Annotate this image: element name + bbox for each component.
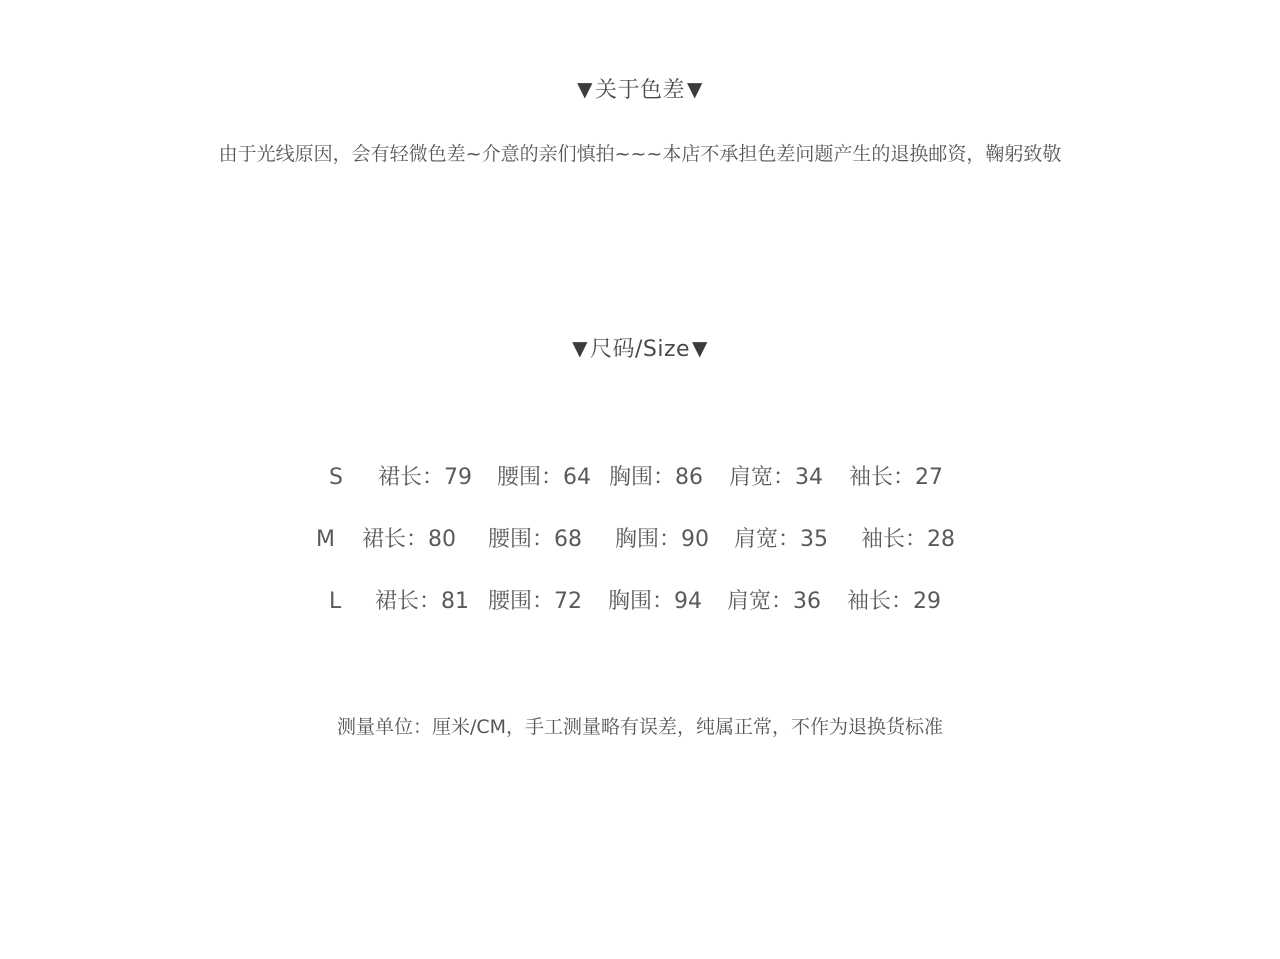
- size-label: L: [329, 589, 342, 614]
- down-triangle-icon: ▼: [692, 336, 708, 360]
- size-row-s: [0, 461, 1280, 495]
- bust: 胸围：90: [615, 527, 709, 552]
- size-title: 尺码/Size: [589, 337, 691, 362]
- waist: 腰围：64: [497, 465, 591, 490]
- bust: 胸围：86: [609, 465, 703, 490]
- skirt-length: 裙长：79: [378, 465, 472, 490]
- shoulder-width: 肩宽：35: [734, 527, 828, 552]
- skirt-length: 裙长：80: [362, 527, 456, 552]
- down-triangle-icon: ▼: [687, 77, 703, 101]
- size-row-m: [0, 523, 1280, 557]
- skirt-length: 裙长：81: [375, 589, 469, 614]
- sleeve-length: 袖长：29: [847, 589, 941, 614]
- bust: 胸围：94: [608, 589, 702, 614]
- down-triangle-icon: ▼: [577, 77, 593, 101]
- size-heading: [0, 333, 1280, 365]
- color-difference-title: 关于色差: [594, 78, 685, 103]
- size-label: M: [316, 527, 335, 552]
- shoulder-width: 肩宽：34: [729, 465, 823, 490]
- waist: 腰围：68: [488, 527, 582, 552]
- size-label: S: [329, 465, 343, 490]
- color-difference-notice: 由于光线原因，会有轻微色差~介意的亲们慎拍~~~本店不承担色差问题产生的退换邮资，鞠躬致敬: [218, 143, 1062, 165]
- sleeve-length: 袖长：28: [861, 527, 955, 552]
- waist: 腰围：72: [488, 589, 582, 614]
- color-difference-heading: [0, 74, 1280, 106]
- shoulder-width: 肩宽：36: [727, 589, 821, 614]
- measurement-note: 测量单位：厘米/CM，手工测量略有误差，纯属正常，不作为退换货标准: [336, 716, 944, 738]
- sleeve-length: 袖长：27: [849, 465, 943, 490]
- down-triangle-icon: ▼: [572, 336, 588, 360]
- size-row-l: [0, 585, 1280, 619]
